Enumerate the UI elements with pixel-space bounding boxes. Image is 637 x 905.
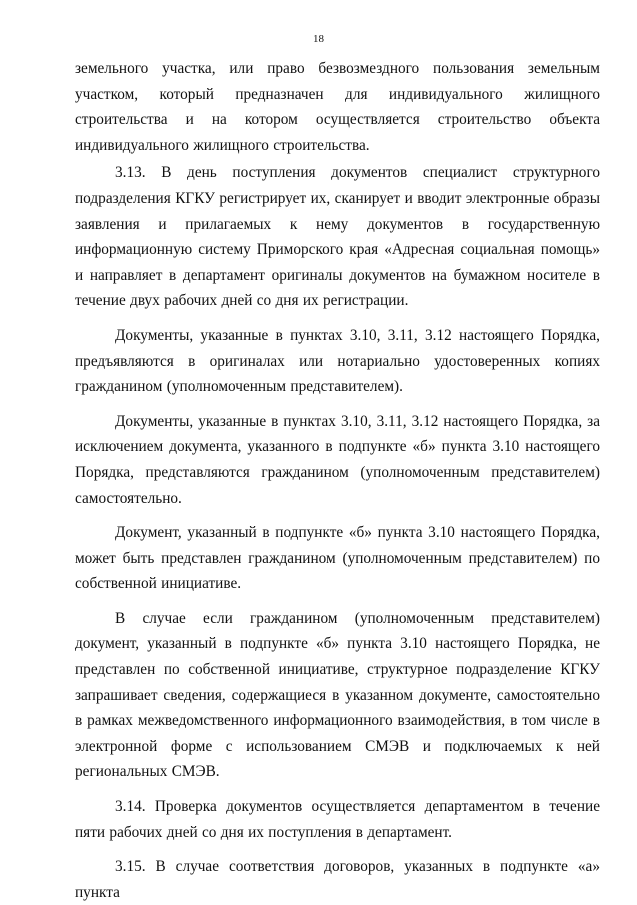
paragraph-3-14: 3.14. Проверка документов осуществляется департаментом в течение пяти рабочих дней со дня их поступления в департамент.: [75, 798, 600, 841]
paragraph-continuation: земельного участка, или право безвозмездного пользования земельным участком, который предназначен для индивидуального жилищного строительства и на котором осуществляется строительство объекта индивидуального жилищного строительства.: [75, 60, 600, 154]
paragraph-interagency-request: В случае если гражданином (уполномоченным представителем) документ, указанный в подпункте «б» пункта 3.10 настоящего Порядка, не представлен по собственной инициативе, структурное подразделение КГКУ запрашивает сведения, содержащиеся в указанном документе, самостоятельно в рамках межведомственного информационного взаимодействия, в том числе в электронной форме с использованием СМЭВ и подключаемых к ней региональных СМЭВ.: [75, 609, 600, 781]
document-body: [75, 56, 600, 905]
paragraph-3-15: 3.15. В случае соответствия договоров, указанных в подпункте «а» пункта: [75, 858, 600, 901]
page-number: 18: [313, 33, 324, 45]
paragraph-document-initiative: Документ, указанный в подпункте «б» пункта 3.10 настоящего Порядка, может быть представлен гражданином (уполномоченным представителем) по собственной инициативе.: [75, 524, 600, 593]
paragraph-documents-originals: Документы, указанные в пунктах 3.10, 3.11, 3.12 настоящего Порядка, предъявляются в оригиналах или нотариально удостоверенных копиях гражданином (уполномоченным представителем).: [75, 326, 600, 396]
paragraph-3-13: 3.13. В день поступления документов специалист структурного подразделения КГКУ регистрирует их, сканирует и вводит электронные образы заявления и прилагаемых к нему документов в государственную информационную систему Приморского края «Адресная социальная помощь» и направляет в департамент оригиналы документов на бумажном носителе в течение двух рабочих дней со дня их регистрации.: [75, 164, 600, 310]
paragraph-documents-self: Документы, указанные в пунктах 3.10, 3.11, 3.12 настоящего Порядка, за исключением документа, указанного в подпункте «б» пункта 3.10 настоящего Порядка, представляются гражданином (уполномоченным представителем) самостоятельно.: [75, 412, 600, 507]
